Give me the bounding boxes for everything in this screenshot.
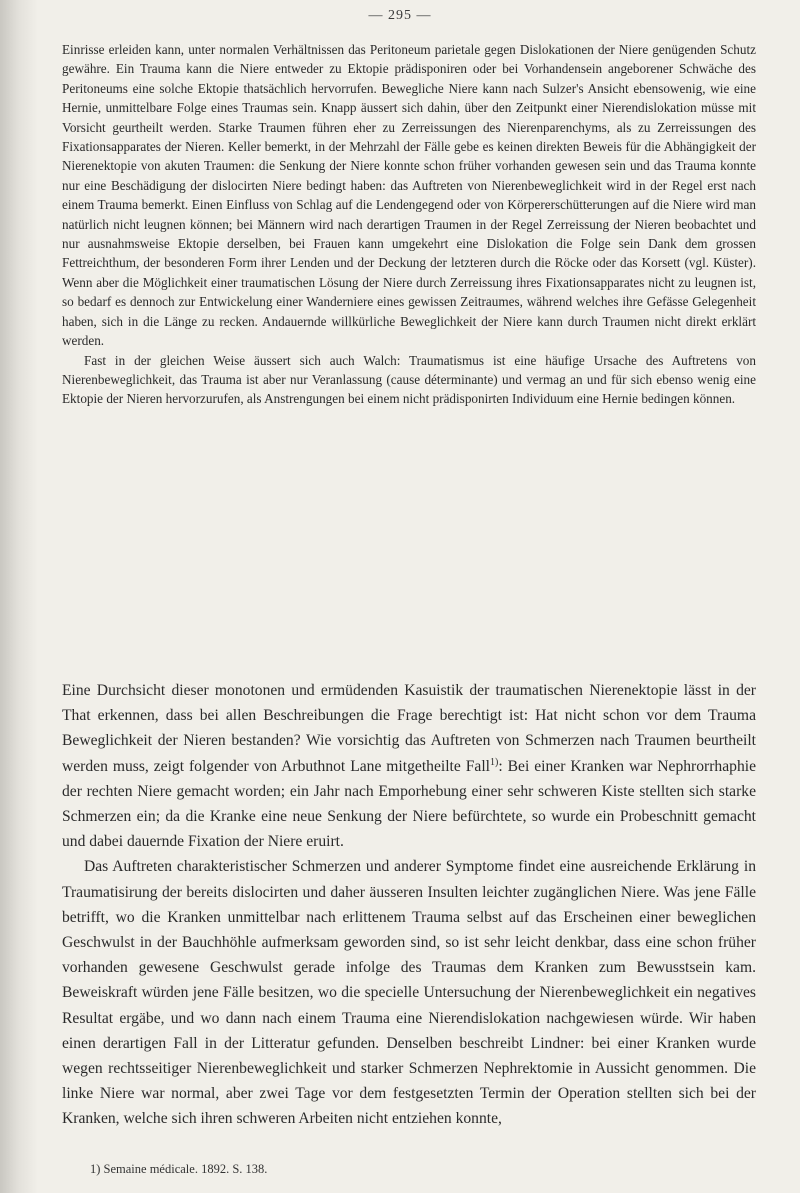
footnote: 1) Semaine médicale. 1892. S. 138. — [90, 1162, 268, 1176]
paragraph-3-text-a: Eine Durchsicht dieser monotonen und ermüdenden Kasuistik der traumatischen Nierenektopie lässt in der That erkennen, dass bei allen Beschreibungen die Frage berechtigt ist: Hat nicht schon vor dem Trauma Beweglichkeit der Nieren bestanden? Wie vorsichtig das Auftreten von Schmerzen nach Traumen beurtheilt werden muss, zeigt folgender von Arbuthnot Lane mitgetheilte Fall — [62, 682, 756, 775]
page-number: — 295 — — [368, 8, 432, 23]
paragraph-2: Fast in der gleichen Weise äussert sich auch Walch: Traumatismus ist eine häufige Ursache des Auftretens von Nierenbeweglichkeit, das Trauma ist aber nur Veranlassung (cause déterminante) und vermag an und für sich ebenso wenig eine Ektopie der Nieren hervorzurufen, als Anstrengungen bei einem nicht prädisponirten Individuum eine Hernie bedingen können. — [62, 352, 756, 407]
paragraph-3-text-b: : Bei einer Kranken war Nephrorrhaphie der rechten Niere gemacht worden; ein Jahr nach Emporhebung einer sehr schweren Kiste stellten sich starke Schmerzen ein; da die Kranke eine neue Senkung der Niere befürchtete, so wurde ein Probeschnitt gemacht und dabei dauernde Fixation der Niere eruirt. — [62, 757, 756, 851]
main-text-section — [62, 678, 756, 1132]
paragraph-1: Einrisse erleiden kann, unter normalen Verhältnissen das Peritoneum parietale gegen Dislokationen der Niere genügenden Schutz gewähre. Ein Trauma kann die Niere entweder zu Ektopie prädisponiren oder bei Vorhandensein angeborener Schwäche des Peritoneums eine solche Ektopie thatsächlich hervorrufen. Bewegliche Niere kann nach Sulzer's Ansicht ebensowenig, wie eine Hernie, unmittelbare Folge eines Traumas sein. Knapp äussert sich dahin, über den Zeitpunkt einer Nierendislokation müsse mit Vorsicht geurtheilt werden. Starke Traumen führen eher zu Zerreissungen des Nierenparenchyms, als zu Zerreissungen des Fixationsapparates der Nieren. Keller bemerkt, in der Mehrzahl der Fälle gebe es keinen direkten Beweis für die Abhängigkeit der Nierenektopie von akuten Traumen: die Senkung der Niere konnte schon früher vorhanden gewesen sein und das Trauma konnte nur eine Beschädigung der dislocirten Niere bedingt haben: das Auftreten von Nierenbeweglichkeit wird in der Regel erst nach einem Trauma bemerkt. Einen Einfluss von Schlag auf die Lendengegend oder von Körpererschütterungen auf die Niere wird man natürlich nicht leugnen können; bei Männern wird nach derartigen Traumen in der Regel Zerreissung der Nieren beobachtet und nur ausnahmsweise Ektopie derselben, bei Frauen kann umgekehrt eine Dislokation die Folge sein Dank dem grossen Fettreichthum, der besonderen Form ihrer Lenden und der Deckung der letzteren durch die Röcke oder das Korsett (vgl. Küster). Wenn aber die Möglichkeit einer traumatischen Lösung der Niere durch Zerreissung ihres Fixationsapparates nicht zu leugnen ist, so bedarf es dennoch zur Entwickelung einer Wanderniere eines gewissen Zeitraumes, während welches ihre Gefässe Gelegenheit haben, sich in die Länge zu recken. Andauernde willkürliche Beweglichkeit der Niere kann durch Traumen nicht direkt erklärt werden. — [62, 42, 756, 349]
footnote-marker: 1) — [490, 756, 499, 768]
paragraph-4 — [62, 854, 756, 1131]
small-print-section — [62, 40, 756, 409]
paragraph-4-text: Das Auftreten charakteristischer Schmerzen und anderer Symptome findet eine ausreichende Erklärung in Traumatisirung der bereits dislocirten und daher äusseren Insulten leichter zugänglichen Niere. Was jene Fälle betrifft, wo die Kranken unmittelbar nach erlittenem Trauma selbst auf das Erscheinen einer beweglichen Geschwulst in der Bauchhöhle aufmerksam geworden sind, so ist sehr leicht denkbar, dass eine schon früher vorhanden gewesene Geschwulst gerade infolge des Traumas dem Kranken zum Bewusstsein kam. Beweiskraft würden jene Fälle besitzen, wo die specielle Untersuchung der Nierenbeweglichkeit ein negatives Resultat ergäbe, und wo dann nach einem Trauma eine Nierendislokation nachgewiesen würde. Wir haben einen derartigen Fall in der Litteratur gefunden. Denselben beschreibt Lindner: bei einer Kranken wurde wegen rechtsseitiger Nierenbeweglichkeit und starker Schmerzen Nephrektomie in Aussicht genommen. Die linke Niere war normal, aber zwei Tage vor dem festgesetzten Termin der Operation stellten sich bei der Kranken, welche sich ihren schweren Arbeiten nicht entziehen konnte, — [62, 858, 756, 1128]
paragraph-3 — [62, 678, 756, 854]
